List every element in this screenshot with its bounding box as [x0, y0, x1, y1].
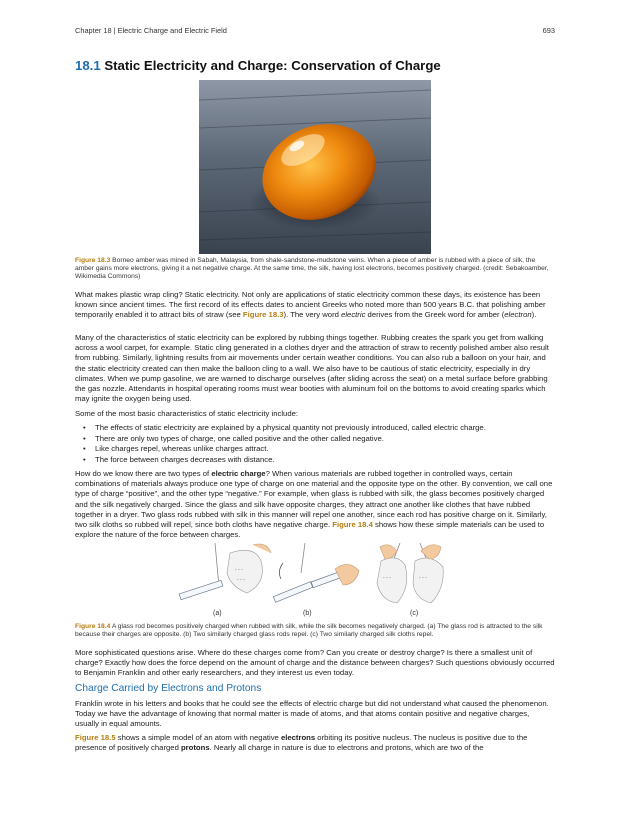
paragraph-franklin: Franklin wrote in his letters and books that he could see the effects of electric charge but did not understand what caused the phenomenon. Today we have the advantage of knowing that normal matter is made of atoms, and that atoms contain positive and negative charges, usually in equal amounts. — [75, 699, 549, 729]
text-span: ? When various materials are rubbed together in controlled ways, certain combinations of materials always produce one type of charge on one material and the opposite type on the other. By convention, we call one type of charge “positive”, and the other type “negative.” For example, when glass is rubbed with silk, the glass becomes positively charged and the silk negatively charged. Since the glass and silk have opposite charges, they attract one another like clothes that have rubbed together in a dryer. Two glass rods rubbed with silk in this manner will repel one another, since each rod has positive charge on it. Similarly, two silk cloths so rubbed will repel, since both cloths have negative charge. — [75, 469, 553, 530]
page-number: 693 — [542, 26, 555, 35]
text-span: What makes plastic wrap cling? Static electricity. Not only are applications of static electricity common these days, its existence has been known since ancient times. The first record of its effects dates to ancient Greeks who noted more than 500 years B.C. that polishing amber temporarily enabled it to attract bits of straw (see — [75, 290, 546, 320]
svg-text:- - -: - - - — [383, 575, 391, 581]
text-span: shows a simple model of an atom with negative — [115, 733, 281, 742]
section-number: 18.1 — [75, 58, 101, 73]
paragraph-intro — [75, 290, 555, 321]
emphasis-electric: electric — [341, 310, 366, 320]
bold-electric-charge: electric charge — [211, 469, 266, 478]
text-span: derives from the Greek word for amber ( — [365, 310, 505, 320]
text-span: ). The very word — [283, 310, 342, 320]
text-span: shows how these simple materials can be used to explore the nature of the force between charges. — [75, 520, 545, 540]
list-item: • The effects of static electricity are explained by a physical quantity not previously introduced, called electric charge. — [75, 423, 555, 434]
paragraph-rubbing: Many of the characteristics of static electricity can be explored by rubbing things together. Rubbing creates the spark you get from walking across a wool carpet, for example. Static cling generated in a clothes dryer and the attraction of straw to recently polished amber also result from rubbing. Similarly, lightning results from air movements under certain weather conditions. You can also rub a balloon on your hair, and the static electricity created can then make the balloon cling to a wall. We also have to be cautious of static electricity, especially in dry climates. When we pump gasoline, we are warned to discharge ourselves (after sliding across the seat) on a metal surface before grabbing the gas nozzle. Attendants in hospital operating rooms must wear booties with aluminum foil on the bottoms to avoid creating sparks which may ignite the oxygen being used. — [75, 333, 549, 404]
svg-text:- - -: - - - — [237, 577, 245, 583]
svg-text:- - -: - - - — [235, 567, 243, 573]
bold-electrons: electrons — [280, 733, 316, 742]
chapter-header: Chapter 18 | Electric Charge and Electric Field — [75, 26, 227, 35]
subsection-title: Charge Carried by Electrons and Protons — [75, 683, 262, 694]
text-span: ). — [531, 310, 537, 320]
figure-18-3-caption — [75, 257, 555, 281]
characteristics-list — [75, 423, 555, 465]
figure-18-4-label-b: (b) — [303, 610, 312, 617]
figure-18-3-caption-text: Borneo amber was mined in Sabah, Malaysia, from shale-sandstone-mudstone veins. When a piece of amber is rubbed with a piece of silk, the amber gains more electrons, giving it a net negative charge. At the same time, the silk, having lost electrons, becomes positively charged. (credit: Sebakoamber, Wikimedia Commons) — [75, 257, 549, 280]
panel-b-two-rods — [273, 563, 359, 602]
figure-18-4-label-a: (a) — [213, 610, 222, 617]
figure-18-3-label: Figure 18.3 — [75, 257, 111, 264]
section-title-text: Static Electricity and Charge: Conservation of Charge — [104, 58, 441, 73]
paragraph-characteristics: Some of the most basic characteristics of static electricity include: — [75, 409, 299, 418]
list-item: • The force between charges decreases with distance. — [75, 455, 555, 466]
figure-18-4-caption — [75, 623, 555, 639]
emphasis-electron: electron — [504, 310, 532, 320]
section-title — [75, 58, 555, 73]
figure-18-4-label-c: (c) — [410, 610, 419, 617]
text-span: orbiting its positive nucleus. The nucleus is positive due to the presence of positively charged — [75, 733, 528, 753]
figure-18-4-link[interactable]: Figure 18.4 — [332, 520, 373, 530]
paragraph-two-charges — [75, 469, 555, 540]
bold-protons: protons — [180, 743, 210, 753]
figure-18-4-caption-text: A glass rod becomes positively charged when rubbed with silk, while the silk becomes negatively charged. (a) The glass rod is attracted to the silk because their charges are opposite. (b) Two similarly charged glass rods repel. (c) Two similarly charged silk cloths repel. — [75, 623, 543, 638]
figure-18-4-label: Figure 18.4 — [75, 623, 111, 630]
text-span: How do we know there are two types of — [75, 469, 212, 478]
list-item: • There are only two types of charge, one called positive and the other called negative. — [75, 434, 555, 445]
figure-18-3-link[interactable]: Figure 18.3 — [242, 310, 284, 320]
panel-c-two-silks — [377, 545, 443, 603]
amber-stone-image — [199, 80, 431, 254]
running-header — [75, 26, 555, 35]
figure-18-5-link[interactable]: Figure 18.5 — [75, 733, 116, 742]
text-span: . Nearly all charge in nature is due to electrons and protons, which are two of the — [209, 743, 484, 753]
paragraph-atom-model — [75, 733, 555, 753]
amber-photo — [199, 80, 431, 254]
paragraph-questions: More sophisticated questions arise. Where do these charges come from? Can you create or destroy charge? Is there a smallest unit of charge? Exactly how does the force depend on the amount of charge and the distance between charges? Such questions obviously occurred to Benjamin Franklin and other early researchers, and they interest us even today. — [75, 648, 555, 678]
list-item: • Like charges repel, whereas unlike charges attract. — [75, 444, 555, 455]
panel-a-rod-and-silk — [179, 544, 271, 600]
svg-text:- - -: - - - — [419, 575, 427, 581]
